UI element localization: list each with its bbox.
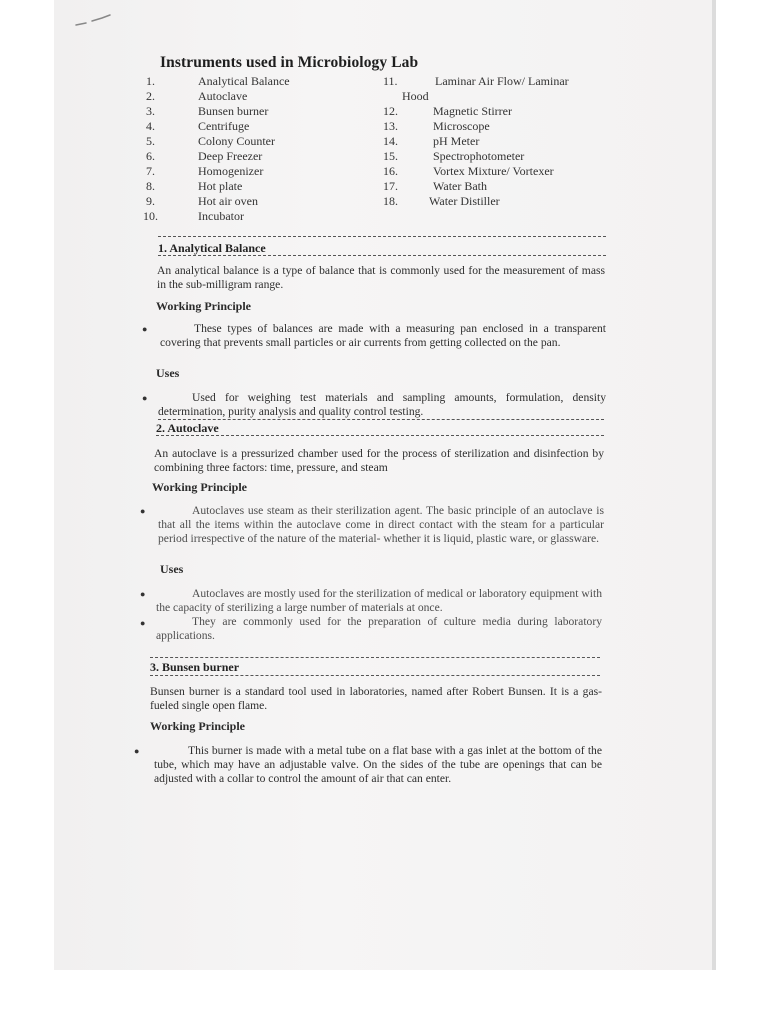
bullet-icon: ● xyxy=(140,589,146,599)
bullet-icon: ● xyxy=(140,506,146,516)
divider xyxy=(158,236,606,237)
item-name: Laminar Air Flow/ Laminar xyxy=(435,74,569,88)
page-title: Instruments used in Microbiology Lab xyxy=(160,54,419,71)
item-name: Homogenizer xyxy=(198,164,264,178)
item-name: Vortex Mixture/ Vortexer xyxy=(433,164,554,178)
list-item xyxy=(146,194,258,208)
autoclave-working-heading: Working Principle xyxy=(152,480,248,494)
list-item xyxy=(383,149,525,163)
divider xyxy=(158,255,606,256)
autoclave-uses-heading: Uses xyxy=(160,562,184,576)
item-number: 14. xyxy=(383,134,398,148)
item-name: Water Distiller xyxy=(429,194,500,208)
list-item xyxy=(383,134,480,148)
bunsen-working-heading: Working Principle xyxy=(150,719,246,733)
list-item xyxy=(383,104,512,118)
item-name: Hot plate xyxy=(198,179,243,193)
list-item xyxy=(383,164,554,178)
balance-working-text: These types of balances are made with a measuring pan enclosed in a transparent covering that prevents small particles or air currents from getting collected on the pan. xyxy=(160,322,606,349)
section-title-bunsen: 3. Bunsen burner xyxy=(150,660,240,674)
autoclave-use-2: They are commonly used for the preparation of culture media during laboratory applications. xyxy=(156,615,602,642)
item-number: 15. xyxy=(383,149,398,163)
list-item xyxy=(383,194,500,208)
list-item xyxy=(146,104,269,118)
autoclave-working-text: Autoclaves use steam as their sterilization agent. The basic principle of an autoclave is that all the items within the autoclave come in direct contact with the steam for a particular period irrespective of the nature of the material- whether it is liquid, plastic ware, or glassware. xyxy=(158,504,604,545)
item-name: Analytical Balance xyxy=(198,74,290,88)
list-item xyxy=(146,74,290,88)
list-item xyxy=(383,74,569,88)
item-number: 2. xyxy=(146,89,155,103)
divider xyxy=(150,657,600,658)
list-item xyxy=(383,179,488,193)
list-item xyxy=(146,179,243,193)
bullet-icon: ● xyxy=(142,393,148,403)
divider xyxy=(156,435,604,436)
item-name: Incubator xyxy=(198,209,244,223)
item-number: 3. xyxy=(146,104,155,118)
list-item xyxy=(383,119,490,133)
bunsen-working-text: This burner is made with a metal tube on a flat base with a gas inlet at the bottom of the tube, which may have an adjustable valve. On the sides of the tube are openings that can be adjusted with a collar to control the amount of air that can enter. xyxy=(154,744,602,785)
item-name: Water Bath xyxy=(433,179,488,193)
list-item xyxy=(146,134,275,148)
bullet-icon: ● xyxy=(142,324,148,334)
item-name: Colony Counter xyxy=(198,134,275,148)
item-name: Deep Freezer xyxy=(198,149,263,163)
divider xyxy=(150,675,600,676)
item-name: Hot air oven xyxy=(198,194,258,208)
bullet-icon: ● xyxy=(134,746,140,756)
autoclave-intro: An autoclave is a pressurized chamber used for the process of sterilization and disinfection by combining three factors: time, pressure, and steam xyxy=(154,447,604,474)
item-name: Magnetic Stirrer xyxy=(433,104,512,118)
list-item xyxy=(146,149,263,163)
item-number: 13. xyxy=(383,119,398,133)
item-number: 10. xyxy=(143,209,158,223)
autoclave-use-1: Autoclaves are mostly used for the sterilization of medical or laboratory equipment with the capacity of sterilizing a large number of materials at once. xyxy=(156,587,602,614)
list-item xyxy=(143,209,244,223)
list-item-continuation: Hood xyxy=(402,89,429,103)
section-title-balance: 1. Analytical Balance xyxy=(158,241,266,255)
list-item xyxy=(146,89,248,103)
balance-uses-text: Used for weighing test materials and sampling amounts, formulation, density determination, purity analysis and quality control testing. xyxy=(158,391,606,418)
item-number: 9. xyxy=(146,194,155,208)
bullet-icon: ● xyxy=(140,618,146,628)
item-name: Centrifuge xyxy=(198,119,250,133)
balance-intro: An analytical balance is a type of balance that is commonly used for the measurement of mass in the sub-milligram range. xyxy=(157,264,605,291)
balance-uses-heading: Uses xyxy=(156,366,180,380)
page-edge xyxy=(712,0,716,970)
list-item xyxy=(146,119,250,133)
divider xyxy=(158,419,604,420)
bunsen-intro: Bunsen burner is a standard tool used in laboratories, named after Robert Bunsen. It is a gas-fueled single open flame. xyxy=(150,685,602,712)
pencil-mark-icon xyxy=(72,10,122,32)
item-name: Spectrophotometer xyxy=(433,149,525,163)
item-number: 1. xyxy=(146,74,155,88)
balance-working-heading: Working Principle xyxy=(156,299,252,313)
item-number: 7. xyxy=(146,164,155,178)
item-number: 16. xyxy=(383,164,398,178)
list-item xyxy=(146,164,264,178)
item-name: Microscope xyxy=(433,119,490,133)
item-name: Autoclave xyxy=(198,89,248,103)
section-title-autoclave: 2. Autoclave xyxy=(156,421,219,435)
item-number: 12. xyxy=(383,104,398,118)
item-number: 6. xyxy=(146,149,155,163)
item-name: Bunsen burner xyxy=(198,104,269,118)
item-number: 4. xyxy=(146,119,155,133)
item-name: pH Meter xyxy=(433,134,480,148)
item-number: 5. xyxy=(146,134,155,148)
item-number: 8. xyxy=(146,179,155,193)
item-number: 18. xyxy=(383,194,398,208)
item-number: 17. xyxy=(383,179,398,193)
item-number: 11. xyxy=(383,74,398,88)
